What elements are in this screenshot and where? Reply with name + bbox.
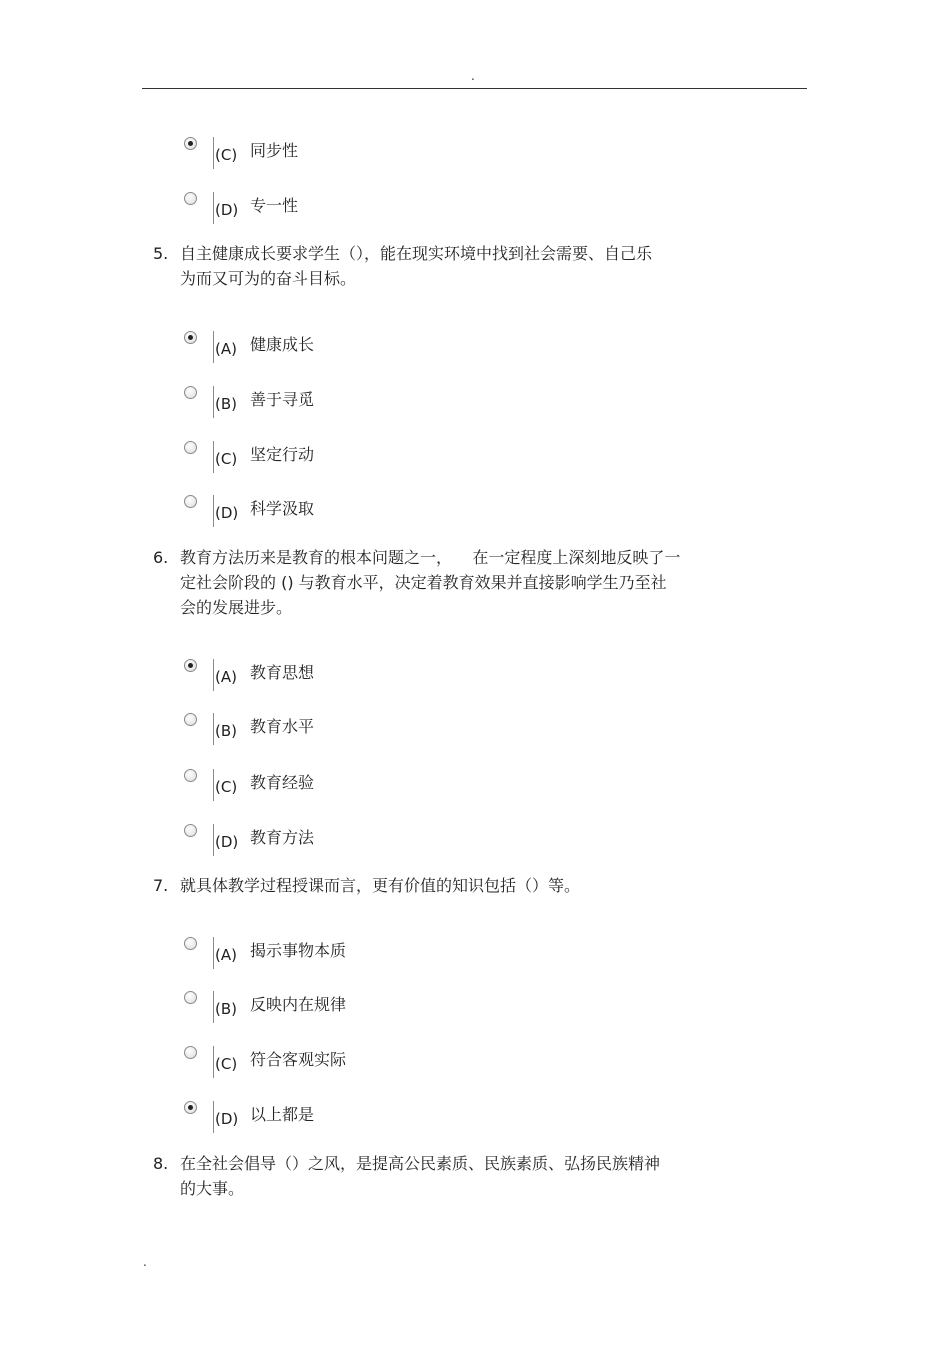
radio-button[interactable] xyxy=(184,937,197,950)
radio-button[interactable] xyxy=(184,441,197,454)
question-7 xyxy=(153,873,733,898)
option-q7-d[interactable] xyxy=(184,1101,484,1135)
option-divider xyxy=(213,937,214,969)
option-divider xyxy=(213,659,214,691)
question-text: 自主健康成长要求学生（），能在现实环境中找到社会需要、自己乐 为而又可为的奋斗目标。 xyxy=(180,244,653,288)
option-letter: (C) xyxy=(215,1055,238,1073)
radio-button[interactable] xyxy=(184,386,197,399)
option-divider xyxy=(213,1046,214,1078)
radio-button[interactable] xyxy=(184,713,197,726)
option-text: 反映内在规律 xyxy=(250,995,347,1014)
option-q4-d[interactable] xyxy=(184,192,484,226)
header-dot: . xyxy=(471,69,475,83)
question-number: 7. xyxy=(153,876,169,895)
option-text: 揭示事物本质 xyxy=(250,941,347,960)
option-q7-b[interactable] xyxy=(184,991,484,1025)
option-q7-c[interactable] xyxy=(184,1046,484,1080)
option-letter: (B) xyxy=(215,722,237,740)
question-text: 教育方法历来是教育的根本问题之一， 在一定程度上深刻地反映了一 定社会阶段的 () 与教育水平，决定着教育效果并直接影响学生乃至社 会的发展进步。 xyxy=(180,548,681,617)
option-text: 同步性 xyxy=(250,141,299,160)
question-5 xyxy=(153,241,733,291)
option-letter: (B) xyxy=(215,395,237,413)
radio-button[interactable] xyxy=(184,769,197,782)
option-letter: (D) xyxy=(215,504,239,522)
option-letter: (C) xyxy=(215,778,238,796)
option-text: 符合客观实际 xyxy=(250,1050,347,1069)
option-divider xyxy=(213,769,214,801)
option-q6-b[interactable] xyxy=(184,713,484,747)
radio-button-checked[interactable] xyxy=(184,659,197,672)
option-q6-d[interactable] xyxy=(184,824,484,858)
option-divider xyxy=(213,441,214,473)
option-text: 善于寻觅 xyxy=(250,390,315,409)
radio-button[interactable] xyxy=(184,991,197,1004)
option-divider xyxy=(213,1101,214,1133)
option-text: 健康成长 xyxy=(250,335,315,354)
option-q5-b[interactable] xyxy=(184,386,484,420)
option-divider xyxy=(213,192,214,224)
option-q5-c[interactable] xyxy=(184,441,484,475)
option-letter: (D) xyxy=(215,1110,239,1128)
question-text: 就具体教学过程授课而言，更有价值的知识包括（）等。 xyxy=(180,876,581,895)
option-q4-c[interactable] xyxy=(184,137,484,171)
option-divider xyxy=(213,713,214,745)
option-text: 专一性 xyxy=(250,196,299,215)
option-q5-d[interactable] xyxy=(184,495,484,529)
option-letter: (C) xyxy=(215,450,238,468)
option-text: 坚定行动 xyxy=(250,445,315,464)
option-letter: (C) xyxy=(215,146,238,164)
option-text: 教育思想 xyxy=(250,663,315,682)
option-divider xyxy=(213,824,214,856)
radio-button[interactable] xyxy=(184,495,197,508)
question-number: 6. xyxy=(153,548,169,567)
radio-button[interactable] xyxy=(184,192,197,205)
option-letter: (A) xyxy=(215,668,237,686)
option-q6-c[interactable] xyxy=(184,769,484,803)
header-rule xyxy=(142,88,807,89)
option-text: 科学汲取 xyxy=(250,499,315,518)
option-divider xyxy=(213,331,214,363)
option-letter: (A) xyxy=(215,340,237,358)
question-text: 在全社会倡导（）之风，是提高公民素质、民族素质、弘扬民族精神 的大事。 xyxy=(180,1154,661,1198)
option-letter: (D) xyxy=(215,201,239,219)
radio-button-checked[interactable] xyxy=(184,331,197,344)
question-number: 5. xyxy=(153,244,169,263)
option-text: 教育方法 xyxy=(250,828,315,847)
option-q7-a[interactable] xyxy=(184,937,484,971)
option-divider xyxy=(213,137,214,169)
radio-button-checked[interactable] xyxy=(184,1101,197,1114)
question-6 xyxy=(153,545,733,620)
option-divider xyxy=(213,991,214,1023)
option-text: 以上都是 xyxy=(250,1105,315,1124)
option-letter: (A) xyxy=(215,946,237,964)
option-letter: (B) xyxy=(215,1000,237,1018)
footer-dot: . xyxy=(143,1255,147,1269)
question-8 xyxy=(153,1151,733,1201)
option-q5-a[interactable] xyxy=(184,331,484,365)
option-text: 教育经验 xyxy=(250,773,315,792)
option-divider xyxy=(213,495,214,527)
radio-button[interactable] xyxy=(184,824,197,837)
radio-button-checked[interactable] xyxy=(184,137,197,150)
option-letter: (D) xyxy=(215,833,239,851)
option-q6-a[interactable] xyxy=(184,659,484,693)
radio-button[interactable] xyxy=(184,1046,197,1059)
question-number: 8. xyxy=(153,1154,169,1173)
option-divider xyxy=(213,386,214,418)
option-text: 教育水平 xyxy=(250,717,315,736)
